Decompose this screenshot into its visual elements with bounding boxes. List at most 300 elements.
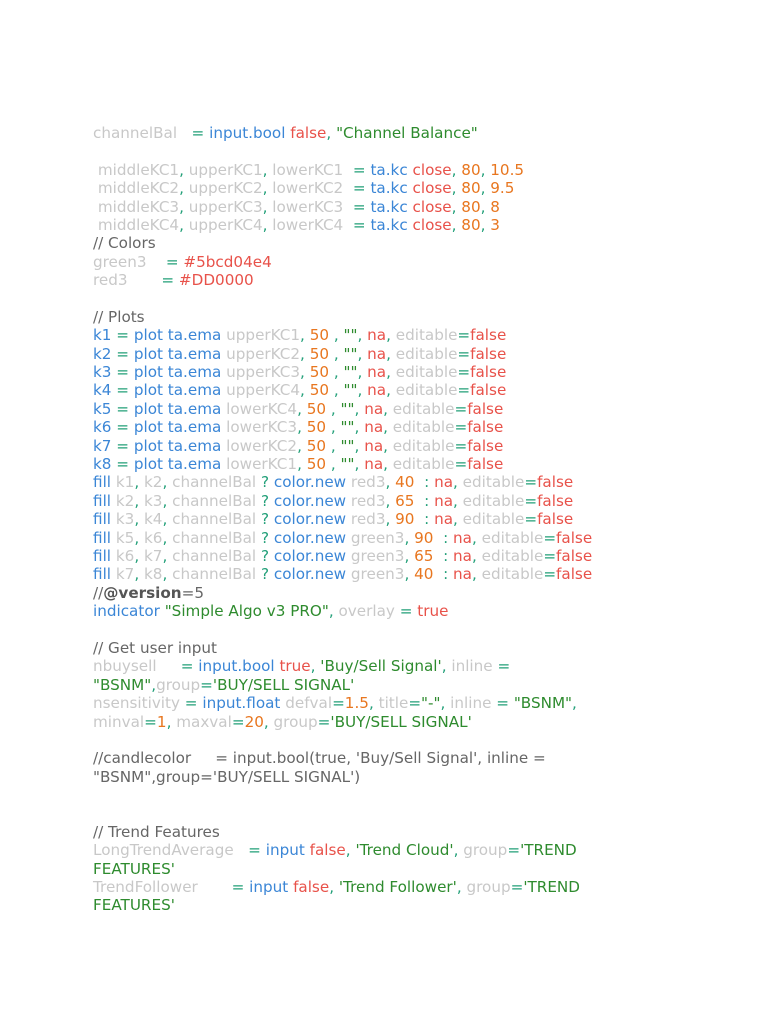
code-line [93, 510, 733, 528]
code-token: "BSNM" [513, 694, 573, 713]
code-token: = [352, 197, 371, 216]
code-token: k8 [143, 565, 163, 584]
code-token: title [378, 694, 409, 713]
code-token: "-" [421, 694, 441, 713]
code-token: , [453, 510, 463, 529]
code-token: , [383, 436, 393, 455]
code-token: 'TREND [520, 841, 577, 860]
code-token: = [510, 878, 524, 897]
code-token: 1.5 [344, 694, 369, 713]
code-token: "" [340, 455, 355, 474]
code-token: close [412, 179, 452, 198]
code-token: channelBal [172, 491, 261, 510]
code-token: plot ta.ema [133, 418, 227, 437]
code-token: = [457, 363, 471, 382]
code-token: nsensitivity [93, 694, 185, 713]
code-token: , [134, 565, 144, 584]
code-token: , [354, 455, 365, 474]
code-token: input [265, 841, 310, 860]
code-token: 'Trend Cloud' [355, 841, 454, 860]
code-token: false [556, 528, 593, 547]
code-token: , [162, 473, 173, 492]
code-token: , [329, 344, 344, 363]
code-token: group [273, 712, 318, 731]
blank-line [93, 786, 733, 804]
code-token: = [543, 528, 557, 547]
code-token: , [328, 602, 339, 621]
code-token: color.new [273, 565, 351, 584]
code-token: , [326, 399, 341, 418]
code-token: editable [392, 418, 455, 437]
code-token: = [408, 694, 422, 713]
code-token: = [524, 510, 538, 529]
code-token: false [470, 344, 507, 363]
code-token: , [383, 399, 393, 418]
code-token: = [543, 565, 557, 584]
code-token: , [357, 381, 368, 400]
code-line [93, 547, 733, 565]
code-token: k2 [143, 473, 163, 492]
code-token: : [433, 565, 454, 584]
code-token: , [385, 510, 396, 529]
code-token: close [412, 215, 452, 234]
code-token: false [293, 878, 330, 897]
code-token: fill [93, 565, 116, 584]
code-token: = [543, 546, 557, 565]
code-token: , [456, 878, 467, 897]
code-token: , [357, 363, 368, 382]
code-token: lowerKC2 [226, 436, 298, 455]
code-token: = [116, 381, 134, 400]
code-token: 40 [395, 473, 415, 492]
code-line [93, 124, 733, 142]
code-token: 50 [309, 326, 330, 345]
code-token: lowerKC3 [226, 418, 298, 437]
code-token: = [332, 694, 345, 713]
code-token: k3 [93, 363, 117, 382]
code-token: upperKC3 [226, 363, 301, 382]
code-token: lowerKC3 [272, 197, 353, 216]
code-token: , [404, 528, 415, 547]
code-token: upperKC2 [188, 179, 263, 198]
code-token: , [345, 841, 356, 860]
code-line [93, 216, 733, 234]
code-token: ? [260, 528, 274, 547]
code-token: 'Trend Follower' [338, 878, 457, 897]
code-token: fill [93, 546, 116, 565]
code-token: 'BUY/SELL SIGNAL' [212, 675, 355, 694]
code-token: input [249, 878, 294, 897]
code-token: color.new [273, 510, 351, 529]
code-token: editable [481, 546, 544, 565]
code-token: k3 [143, 491, 163, 510]
code-token: 50 [306, 399, 327, 418]
code-token: k6 [93, 418, 117, 437]
code-token: , [297, 399, 307, 418]
code-token: channelBal [172, 510, 261, 529]
code-token: , [162, 565, 173, 584]
code-token: ? [260, 473, 274, 492]
code-token: , [385, 473, 396, 492]
code-token: , [329, 381, 344, 400]
code-token: 10.5 [490, 160, 525, 179]
code-token: = [457, 326, 471, 345]
code-token: false [309, 841, 346, 860]
code-token: , [310, 657, 321, 676]
code-token: na [364, 418, 384, 437]
code-token: k6 [143, 528, 163, 547]
code-token: green3 [350, 546, 405, 565]
code-line [93, 418, 733, 436]
code-token: , [453, 491, 463, 510]
code-token: color.new [273, 491, 351, 510]
code-token: = [116, 326, 134, 345]
code-token: , [354, 436, 365, 455]
code-token: maxval [176, 712, 232, 731]
code-token: false [467, 418, 504, 437]
code-token: upperKC1 [226, 326, 301, 345]
code-token: plot ta.ema [133, 436, 227, 455]
code-token: = [180, 657, 199, 676]
code-line [93, 271, 733, 289]
code-token: // [93, 583, 104, 602]
code-token: , [262, 179, 273, 198]
code-token: k7 [93, 436, 117, 455]
code-token: = [317, 712, 331, 731]
code-token: "" [343, 326, 358, 345]
code-token: indicator [93, 602, 165, 621]
code-token: 65 [395, 491, 415, 510]
code-token: , [300, 381, 310, 400]
code-token: k6 [115, 546, 135, 565]
code-token: , [480, 197, 491, 216]
code-token: , [357, 326, 368, 345]
code-line [93, 565, 733, 583]
code-token: false [537, 510, 574, 529]
code-token: = [399, 602, 418, 621]
code-token: plot ta.ema [133, 455, 227, 474]
code-token: false [467, 399, 504, 418]
code-token: , [404, 565, 415, 584]
code-token: editable [395, 363, 458, 382]
code-token: , [471, 528, 482, 547]
code-line [93, 860, 733, 878]
code-token: , [134, 510, 144, 529]
code-token: k5 [93, 399, 117, 418]
code-token: = [454, 399, 468, 418]
code-token: k8 [93, 455, 117, 474]
code-token: , [383, 418, 393, 437]
code-line [93, 308, 733, 326]
code-token: fill [93, 473, 116, 492]
code-token: fill [93, 528, 116, 547]
code-token: false [470, 326, 507, 345]
code-token: = [161, 271, 179, 290]
code-token: channelBal [172, 546, 261, 565]
code-line [93, 529, 733, 547]
code-token: middleKC1 [93, 160, 180, 179]
code-token: , [162, 546, 173, 565]
code-token: , [297, 418, 307, 437]
code-token: editable [395, 381, 458, 400]
code-token: false [556, 546, 593, 565]
code-token: , [300, 363, 310, 382]
code-token: editable [481, 528, 544, 547]
code-token: = [144, 712, 157, 731]
code-token: na [367, 363, 387, 382]
code-token: , [134, 473, 144, 492]
code-token: na [453, 528, 472, 547]
code-token: na [434, 473, 454, 492]
code-token: green3 [93, 252, 166, 271]
code-token: upperKC1 [188, 160, 263, 179]
code-token: , [166, 712, 177, 731]
code-token: // Trend Features [93, 822, 220, 841]
code-token: , [300, 326, 310, 345]
code-token: color.new [273, 473, 351, 492]
code-token: editable [462, 491, 525, 510]
code-token: input.bool [209, 124, 291, 142]
code-token: channelBal [172, 528, 261, 547]
code-token: , [451, 197, 462, 216]
code-token: editable [481, 565, 544, 584]
code-token: upperKC4 [226, 381, 301, 400]
code-token: close [412, 160, 452, 179]
code-token: , [326, 124, 337, 142]
code-token: "" [340, 399, 355, 418]
code-token: , [297, 436, 307, 455]
code-token: na [364, 399, 384, 418]
code-token: // Get user input [93, 638, 217, 657]
code-line [93, 878, 733, 896]
code-token: , [451, 215, 462, 234]
code-token: editable [392, 455, 455, 474]
code-line [93, 584, 733, 602]
code-line [93, 639, 733, 657]
code-token: k1 [93, 326, 117, 345]
code-token: upperKC3 [188, 197, 263, 216]
code-token: , [480, 215, 491, 234]
code-line [93, 437, 733, 455]
code-token: input.bool [198, 657, 280, 676]
code-token: , [162, 491, 173, 510]
code-token: , [326, 436, 341, 455]
code-line [93, 768, 733, 786]
code-token: editable [395, 344, 458, 363]
code-token: , [262, 160, 273, 179]
blank-line [93, 290, 733, 308]
code-token: , [441, 657, 452, 676]
code-line [93, 841, 733, 859]
code-token: : [433, 546, 454, 565]
code-token: , [357, 344, 368, 363]
code-token: 20 [244, 712, 264, 731]
code-token: false [290, 124, 327, 142]
code-token: , [471, 546, 482, 565]
code-token: , [262, 197, 273, 216]
code-token: ta.kc [370, 215, 413, 234]
code-token: green3 [350, 528, 405, 547]
code-line [93, 602, 733, 620]
code-token: 50 [306, 418, 327, 437]
code-token: LongTrendAverage [93, 841, 249, 860]
code-token: inline [450, 694, 497, 713]
code-token: red3 [350, 473, 386, 492]
code-token: : [414, 473, 435, 492]
code-token: = [116, 436, 134, 455]
code-token: , [368, 694, 379, 713]
code-token: na [434, 491, 454, 510]
code-token: inline [451, 657, 498, 676]
code-token: = [116, 455, 134, 474]
code-token: fill [93, 510, 116, 529]
code-line [93, 749, 733, 767]
code-token: middleKC4 [93, 215, 180, 234]
code-token: = [352, 215, 371, 234]
code-token: editable [395, 326, 458, 345]
code-token: 50 [306, 436, 327, 455]
code-token: red3 [93, 271, 162, 290]
code-token: plot ta.ema [133, 381, 227, 400]
code-token: , [329, 326, 344, 345]
blank-line [93, 731, 733, 749]
code-token: "Channel Balance" [336, 124, 478, 142]
code-token: overlay [338, 602, 400, 621]
code-token: = [497, 657, 511, 676]
code-token: = [524, 473, 538, 492]
code-token: plot ta.ema [133, 399, 227, 418]
code-token: @version [103, 583, 182, 602]
code-token: , [354, 418, 365, 437]
code-token: lowerKC1 [272, 160, 353, 179]
code-token: plot ta.ema [133, 326, 227, 345]
code-token: 50 [309, 381, 330, 400]
code-token: // Colors [93, 234, 156, 253]
code-token: na [364, 455, 384, 474]
code-token: "BSNM" [93, 675, 152, 694]
code-token: k5 [115, 528, 135, 547]
code-token: #5bcd04e4 [183, 252, 272, 271]
code-token: false [467, 455, 504, 474]
code-line [93, 363, 733, 381]
code-line [93, 713, 733, 731]
code-token: 90 [414, 528, 434, 547]
code-token: , [329, 878, 339, 897]
code-token: editable [462, 473, 525, 492]
code-token: middleKC2 [93, 179, 180, 198]
code-token: = [454, 418, 468, 437]
code-token: , [151, 675, 157, 694]
code-token: ta.kc [370, 179, 413, 198]
code-token: , [326, 455, 341, 474]
code-line [93, 694, 733, 712]
code-token: , [300, 344, 310, 363]
code-token: , [451, 160, 462, 179]
code-line [93, 896, 733, 914]
code-token: = [231, 712, 245, 731]
code-line [93, 473, 733, 491]
code-token: plot ta.ema [133, 344, 227, 363]
code-token: , [404, 546, 415, 565]
code-token: , [262, 215, 273, 234]
code-token: color.new [273, 528, 351, 547]
code-token: middleKC3 [93, 197, 180, 216]
code-token: = [165, 252, 184, 271]
code-token: , [386, 363, 396, 382]
code-token: // Plots [93, 307, 145, 326]
code-token: = [454, 455, 468, 474]
code-token: , [134, 528, 144, 547]
code-token: red3 [350, 510, 386, 529]
code-line [93, 198, 733, 216]
code-token: 50 [306, 455, 327, 474]
code-token: color.new [273, 546, 351, 565]
code-token: 1 [156, 712, 167, 731]
code-line [93, 492, 733, 510]
code-token: , [297, 455, 307, 474]
code-token: ? [260, 491, 274, 510]
code-token: , [134, 491, 144, 510]
code-token: k4 [143, 510, 163, 529]
code-token: ta.kc [370, 160, 413, 179]
code-token: = [116, 344, 134, 363]
code-token: ? [260, 510, 274, 529]
code-token: , [386, 344, 396, 363]
code-token: "" [340, 418, 355, 437]
code-token: 90 [395, 510, 415, 529]
code-token: = [496, 694, 514, 713]
code-token: false [470, 381, 507, 400]
code-token: na [367, 381, 387, 400]
code-token: fill [93, 491, 116, 510]
code-token: false [470, 363, 507, 382]
code-token: lowerKC4 [226, 399, 298, 418]
code-line [93, 400, 733, 418]
code-token: 50 [309, 363, 330, 382]
code-token: , [354, 399, 365, 418]
code-token: upperKC4 [188, 215, 263, 234]
blank-line [93, 142, 733, 160]
code-token: na [453, 546, 472, 565]
code-token: TrendFollower [93, 878, 232, 897]
code-token: , [179, 160, 189, 179]
code-token: , [326, 418, 341, 437]
code-token: FEATURES' [93, 896, 175, 915]
code-token: , [179, 215, 189, 234]
code-token: green3 [350, 565, 405, 584]
code-token: FEATURES' [93, 859, 175, 878]
code-token: k3 [115, 510, 135, 529]
code-token: 'BUY/SELL SIGNAL' [330, 712, 472, 731]
code-token: na [364, 436, 384, 455]
code-token: , [386, 326, 396, 345]
code-token: 'TREND [523, 878, 580, 897]
code-token: 8 [490, 197, 500, 216]
code-token: = [231, 878, 250, 897]
code-token: group [463, 841, 508, 860]
code-line [93, 676, 733, 694]
code-token: = [352, 179, 371, 198]
code-token: false [556, 565, 593, 584]
code-token: , [134, 546, 144, 565]
code-token: , [453, 473, 463, 492]
code-line [93, 823, 733, 841]
code-token: = [191, 124, 210, 142]
code-token: : [414, 510, 435, 529]
code-token: "" [343, 344, 358, 363]
code-token: , [383, 455, 393, 474]
code-token: 40 [414, 565, 434, 584]
